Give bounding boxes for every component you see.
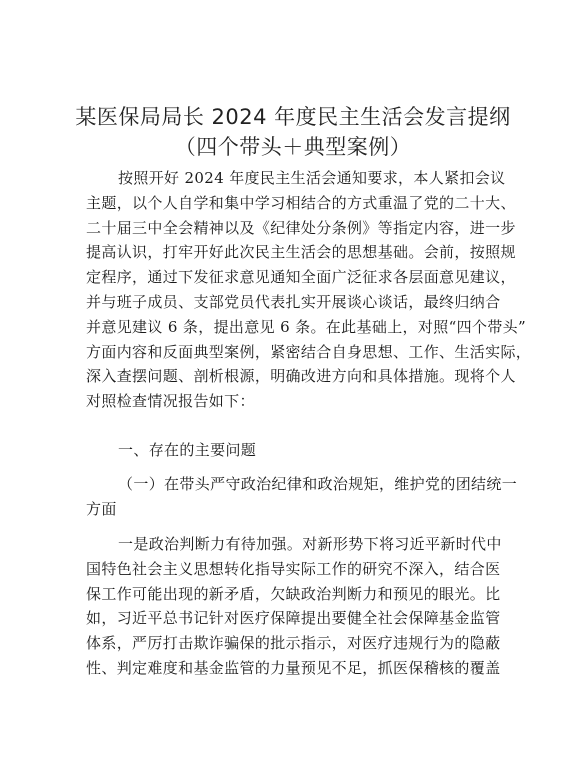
paragraph-line: 主题，以个人自学和集中学习相结合的方式重温了党的二十大、 <box>86 193 516 212</box>
document-title-line-2: （四个带头＋典型案例） <box>174 135 412 159</box>
subsection-heading <box>86 472 518 522</box>
paragraph-line: 并与班子成员、支部党员代表扎实开展谈心谈话，最终归纳合 <box>86 292 501 311</box>
paragraph-line: 按照开好 2024 年度民主生活会通知要求，本人紧扣会议 <box>118 169 506 187</box>
paragraph-line: 保工作可能出现的新矛盾，欠缺政治判断力和预见的眼光。比 <box>86 584 501 603</box>
paragraph-line: 如，习近平总书记针对医疗保障提出要健全社会保障基金监管 <box>86 609 501 628</box>
section-heading <box>86 438 506 463</box>
paragraph-line: 二十届三中全会精神以及《纪律处分条例》等指定内容，进一步 <box>86 218 516 237</box>
paragraph-line: 对照检查情况报告如下： <box>86 392 255 411</box>
paragraph-line: 并意见建议 6 条，提出意见 6 条。在此基础上，对照“四个带头” <box>86 317 527 336</box>
paragraph-line: 一是政治判断力有待加强。对新形势下将习近平新时代中 <box>118 535 502 553</box>
paragraph-line: 方面内容和反面典型案例，紧密结合自身思想、工作、生活实际， <box>86 342 532 361</box>
body-paragraph <box>86 532 506 681</box>
paragraph-line: 定程序，通过下发征求意见通知全面广泛征求各层面意见建议， <box>86 268 516 287</box>
paragraph-line: 提高认识，打牢开好此次民主生活会的思想基础。会前，按照规 <box>86 243 516 262</box>
paragraph-line: 深入查摆问题、剖析根源，明确改进方向和具体措施。现将个人 <box>86 367 516 386</box>
subsection-heading-line: （一）在带头严守政治纪律和政治规矩，维护党的团结统一 <box>118 475 518 493</box>
subsection-heading-line: 方面 <box>86 499 117 518</box>
paragraph-line: 国特色社会主义思想转化指导实际工作的研究不深入，结合医 <box>86 559 501 578</box>
intro-paragraph <box>86 166 532 414</box>
paragraph-line: 性、判定难度和基金监管的力量预见不足，抓医保稽核的覆盖 <box>86 658 501 677</box>
section-heading-text: 一、存在的主要问题 <box>118 441 257 459</box>
document-title-line-1: 某医保局局长 2024 年度民主生活会发言提纲 <box>75 105 511 129</box>
paragraph-line: 体系，严厉打击欺诈骗保的批示指示，对医疗违规行为的隐蔽 <box>86 634 501 653</box>
